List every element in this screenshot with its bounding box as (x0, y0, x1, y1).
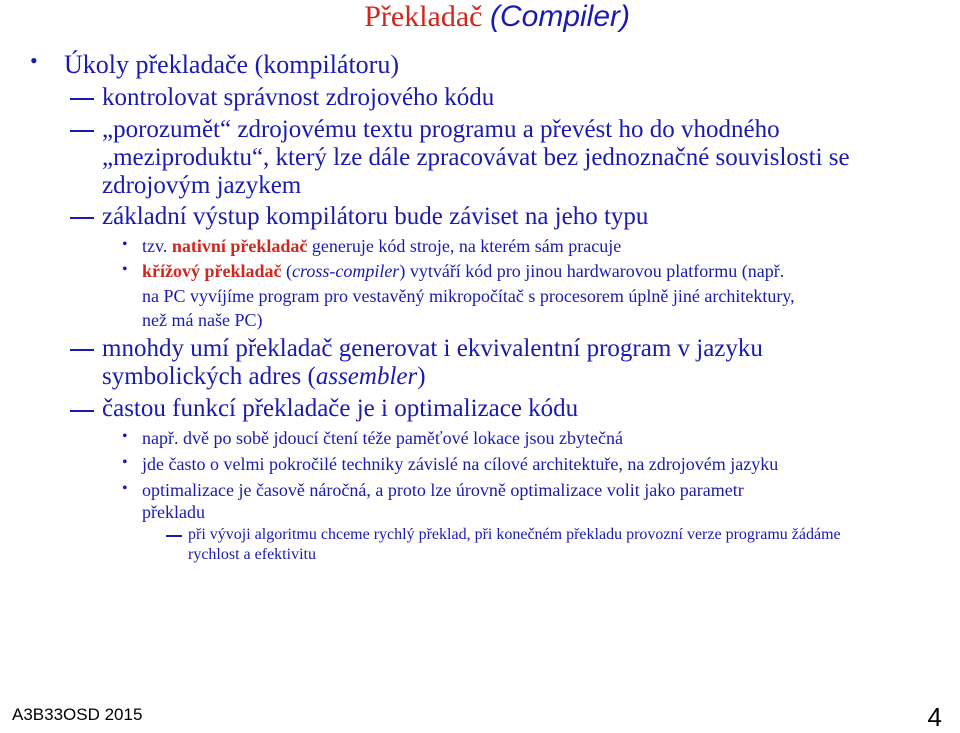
subsub-item-dev-vs-release-line2: rychlost a efektivitu (188, 546, 316, 563)
bullet-icon: • (122, 454, 128, 471)
subsub-item-dev-vs-release-line1: při vývoji algoritmu chceme rychlý překlad, při konečném překladu provozní verze programu žádáme (188, 526, 841, 543)
sub-item-advanced-techniques: jde často o velmi pokročilé techniky závislé na cílové architektuře, na zdrojovém jazyku (142, 454, 779, 474)
sub-item-time-cost-line2: překladu (142, 502, 205, 522)
bullet-icon: • (122, 428, 128, 445)
page-number: 4 (927, 702, 942, 732)
dash-icon (70, 98, 94, 100)
sub-item-redundant-reads: např. dvě po sobě jdoucí čtení téže paměťové lokace jsou zbytečná (142, 428, 623, 448)
footer-course-label: A3B33OSD 2015 (12, 705, 143, 724)
bullet-heading: Úkoly překladače (kompilátoru) (64, 50, 399, 79)
dash-item-assembler-line2: symbolických adres (assembler) (102, 363, 426, 390)
dash-icon (70, 410, 94, 412)
dash-icon (70, 349, 94, 351)
slide-title: Překladač (Compiler) (364, 0, 630, 33)
dash-item-optimization: častou funkcí překladače je i optimalizace kódu (102, 395, 579, 422)
dash-item-understand-line3: zdrojovým jazykem (102, 172, 302, 199)
dash-icon (70, 130, 94, 132)
dash-item-assembler-line1: mnohdy umí překladač generovat i ekvivalentní program v jazyku (102, 335, 763, 362)
dash-item-understand-line1: „porozumět“ zdrojovému textu programu a převést ho do vhodného (102, 116, 780, 143)
dash-item-check: kontrolovat správnost zdrojového kódu (102, 84, 495, 111)
sub-item-cross-line3: než má naše PC) (142, 310, 263, 330)
sub-item-native: tzv. nativní překladač generuje kód stroje, na kterém sám pracuje (142, 236, 622, 256)
bullet-icon: • (30, 48, 38, 73)
sub-item-time-cost-line1: optimalizace je časově náročná, a proto lze úrovně optimalizace volit jako parametr (142, 480, 744, 500)
dash-item-understand-line2: „meziproduktu“, který lze dále zpracovávat bez jednoznačné souvislosti se (102, 144, 850, 171)
bullet-icon: • (122, 261, 128, 278)
dash-icon (166, 535, 182, 537)
bullet-icon: • (122, 480, 128, 497)
bullet-icon: • (122, 236, 128, 253)
sub-item-cross: křížový překladač (cross-compiler) vytváří kód pro jinou hardwarovou platformu (např. (142, 261, 785, 281)
sub-item-cross-line2: na PC vyvíjíme program pro vestavěný mikropočítač s procesorem úplně jiné architektury, (142, 286, 795, 306)
dash-item-output: základní výstup kompilátoru bude záviset na jeho typu (102, 203, 649, 230)
dash-icon (70, 217, 94, 219)
